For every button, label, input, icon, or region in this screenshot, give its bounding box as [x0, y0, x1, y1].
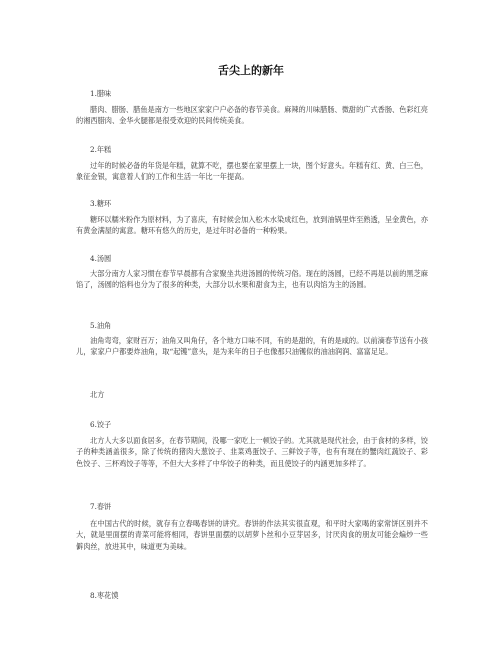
section-heading: 4.汤圆 — [90, 254, 112, 263]
section-heading: 8.枣花馍 — [90, 591, 119, 600]
section-paragraph — [76, 435, 428, 469]
section-paragraph — [76, 214, 428, 237]
paragraph-text: 油角弯弯，家财百万；油角又叫角仔，各个地方口味不同，有的是甜的，有的是咸的。以前滴春节送有小孩儿，家家户户都要炸油角，取“起镬”意头，是为来年的日子也像那只油镬似的油油润润、富富足足。 — [76, 336, 428, 357]
paragraph-text: 糖环以糯米粉作为原材料，为了喜庆，有时候会加入松木水染成红色，放到油锅里炸至熟透，呈金黄色，亦有黄金满屋的寓意。糖环有悠久的历史，是过年时必备的一种粉果。 — [76, 215, 428, 236]
section-paragraph — [76, 518, 428, 552]
region-heading: 北方 — [90, 390, 105, 399]
paragraph-text: 大部分南方人家习惯在春节早晨都有合家聚坐共进汤圆的传统习俗。现在的汤圆，已经不再是以前的黑芝麻馅了，汤圆的馅料也分为了很多的种类，大部分以水果和甜食为主，也有以肉馅为主的汤圆。 — [76, 269, 428, 290]
section-paragraph — [76, 104, 428, 127]
section-paragraph — [76, 160, 428, 183]
paragraph-text: 腊肉、腊肠、腊鱼是南方一些地区家家户户必备的春节美食。麻辣的川味腊肠、微甜的广式香肠、色彩红亮的湘西腊肉、金华火腿都是很受欢迎的民间传统美食。 — [76, 105, 428, 126]
section-heading: 5.油角 — [90, 321, 112, 330]
section-paragraph — [76, 335, 428, 358]
section-paragraph — [76, 268, 428, 291]
paragraph-text: 过年的时候必备的年货是年糕，就算不吃，摆也要在家里摆上一块，图个好意头。年糕有红、黄、白三色，象征金银，寓意着人们的工作和生活一年比一年提高。 — [76, 161, 428, 182]
paragraph-text: 在中国古代的时候，就存有立春喝春饼的讲究。春饼的作法其实很直观，和平时大家喝的家常饼区别并不大，就是里面摆的青菜可能将相同，春饼里面摆的以胡萝卜丝和小豆芽居多，讨厌肉食的朋友可能会煸炒一些僻肉丝，放进其中，味道更为美味。 — [76, 519, 428, 551]
section-heading: 2.年糕 — [90, 145, 112, 154]
document-title: 舌尖上的新年 — [218, 64, 284, 77]
section-heading: 7.春饼 — [90, 502, 112, 511]
section-heading: 1.腊味 — [90, 89, 112, 98]
section-heading: 3.糖环 — [90, 199, 112, 208]
paragraph-text: 北方人大多以面食居多，在春节期间，没哪一家吃上一顿饺子的。尤其就是现代社会，由于食材的多样，饺子的种类涵盖很多，除了传统的猪肉大葱饺子、韭菜鸡蛋饺子、三鲜饺子等，也有有现在的蟹肉红蔬饺子、彩色饺子、三杯鸡饺子等等，不但大大多样了中华饺子的种类，而且使饺子的内涵更加多样了。 — [76, 436, 428, 468]
section-heading: 6.饺子 — [90, 420, 112, 429]
